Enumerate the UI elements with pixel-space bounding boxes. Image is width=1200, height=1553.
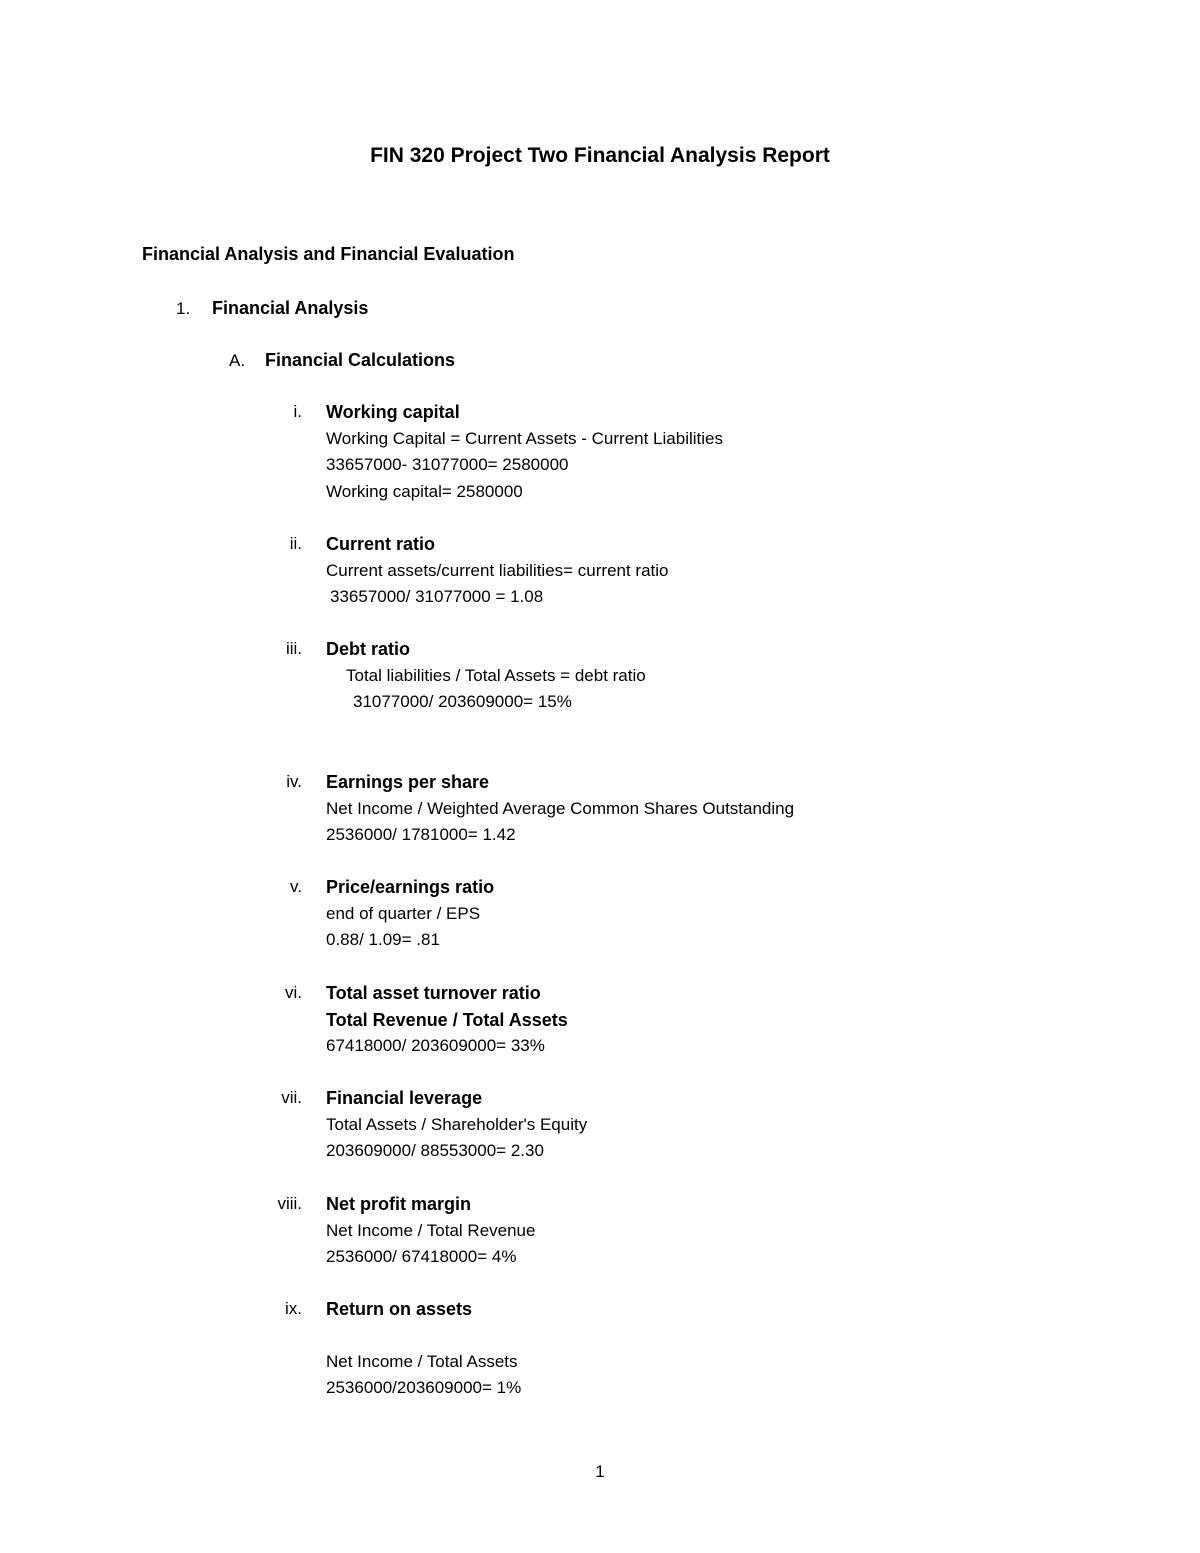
calculation-text: 2536000/ 1781000= 1.42: [326, 825, 516, 844]
page-number: 1: [595, 1462, 605, 1481]
calculation-text: 67418000/ 203609000= 33%: [326, 1036, 545, 1055]
formula-text: Total Revenue / Total Assets: [326, 1009, 568, 1030]
list-item-title: Working capital: [326, 402, 460, 422]
calculation-text: 31077000/ 203609000= 15%: [353, 692, 572, 711]
subsubsection-title: Financial Calculations: [265, 350, 456, 370]
list-item-title: Total asset turnover ratio: [326, 983, 541, 1003]
calculation-text: 203609000/ 88553000= 2.30: [326, 1141, 544, 1160]
calculation-text: 33657000- 31077000= 2580000: [326, 455, 569, 474]
document-title: FIN 320 Project Two Financial Analysis Report: [370, 144, 830, 167]
list-item-marker: iv.: [286, 772, 302, 791]
subsection-title: Financial Analysis: [212, 298, 369, 318]
formula-text: Net Income / Total Revenue: [326, 1220, 536, 1240]
formula-text: Total liabilities / Total Assets = debt ratio: [346, 665, 646, 685]
subsubsection-marker: A.: [229, 351, 246, 370]
list-item-title: Price/earnings ratio: [326, 877, 495, 897]
list-item-title: Debt ratio: [326, 639, 411, 659]
list-item-title: Return on assets: [326, 1299, 473, 1319]
list-item-title: Net profit margin: [326, 1194, 472, 1214]
list-item-marker: v.: [290, 877, 302, 896]
subsection-marker: 1.: [176, 299, 191, 318]
result-text: Working capital= 2580000: [326, 481, 523, 501]
calculation-text: 33657000/ 31077000 = 1.08: [330, 587, 544, 606]
list-item-marker: ii.: [289, 534, 302, 553]
list-item-marker: vii.: [281, 1088, 302, 1107]
formula-text: Total Assets / Shareholder's Equity: [326, 1114, 588, 1134]
section-heading: Financial Analysis and Financial Evaluation: [142, 244, 515, 264]
calculation-text: 0.88/ 1.09= .81: [326, 930, 440, 949]
list-item-title: Current ratio: [326, 534, 436, 554]
list-item-marker: i.: [293, 402, 302, 421]
list-item-marker: vi.: [285, 983, 302, 1002]
formula-text: Net Income / Weighted Average Common Shares Outstanding: [326, 798, 795, 818]
formula-text: end of quarter / EPS: [326, 903, 481, 923]
list-item-title: Financial leverage: [326, 1088, 483, 1108]
formula-text: Current assets/current liabilities= current ratio: [326, 560, 669, 580]
list-item-marker: iii.: [285, 639, 302, 658]
list-item-title: Earnings per share: [326, 772, 490, 792]
calculation-text: 2536000/203609000= 1%: [326, 1378, 522, 1397]
list-item-marker: viii.: [277, 1194, 302, 1213]
formula-text: Net Income / Total Assets: [326, 1351, 518, 1371]
list-item-marker: ix.: [285, 1299, 302, 1318]
formula-text: Working Capital = Current Assets - Current Liabilities: [326, 428, 723, 448]
calculation-text: 2536000/ 67418000= 4%: [326, 1247, 517, 1266]
